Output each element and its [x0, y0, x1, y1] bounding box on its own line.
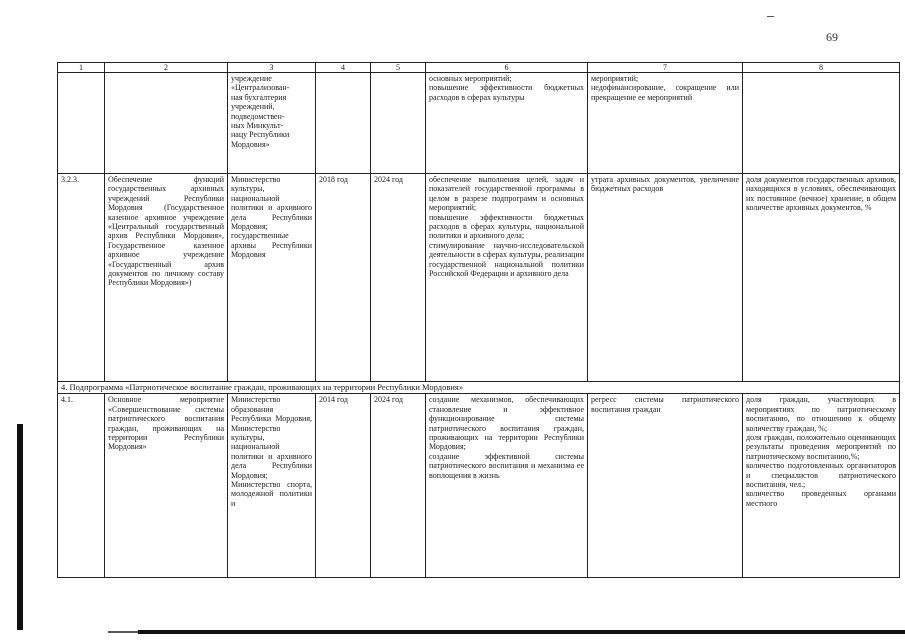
executor-cell: Министерство образования Республики Мордовия, Министерство культуры, национальной политики и архивного дела Республики Мордовия; Министерство спорта, молодежной политики и — [228, 394, 316, 578]
activity-name-cell: Обеспечение функций государственных архивных учреждений Республики Мордовия (Государственное казенное архивное учреждение «Центральный государственный архив Республики Мордовия», Государственное казенное архивное учреждение «Государственный архив документов по личному составу Республики Мордовия») — [105, 174, 228, 382]
scan-edge-left — [17, 424, 23, 630]
column-header: 3 — [228, 63, 316, 73]
start-year-cell: 2014 год — [316, 394, 371, 578]
end-year-cell: 2024 год — [371, 174, 426, 382]
table-row — [58, 174, 900, 382]
scan-edge-bottom — [138, 630, 905, 634]
column-header: 7 — [588, 63, 743, 73]
expected-result-cell: обеспечение выполнения целей, задач и показателей государственной программы в целом в разрезе подпрограмм и основных мероприятий; повышение эффективности бюджетных расходов в сферах культуры, национальной политики и архивного дела; стимулирование научно-исследовательской деятельности в сферах культуры, реализации государственной национальной политики Российской Федерации и архивного дела — [426, 174, 588, 382]
consequences-cell: утрата архивных документов, увеличение бюджетных расходов — [588, 174, 743, 382]
scan-edge-bottom-thin — [108, 631, 138, 633]
indicator-cell — [743, 73, 900, 174]
expected-result-cell: основных мероприятий; повышение эффективности бюджетных расходов в сферах культуры — [426, 73, 588, 174]
consequences-cell: мероприятий; недофинансирование, сокращение или прекращение ее мероприятий — [588, 73, 743, 174]
table-header-row — [58, 63, 900, 73]
column-header: 6 — [426, 63, 588, 73]
section-row — [58, 382, 900, 394]
activity-name-cell: Основное мероприятие «Совершенствование системы патриотического воспитания граждан, проживающих на территории Республики Мордовия» — [105, 394, 228, 578]
indicator-cell: доля документов государственных архивов, находящихся в условиях, обеспечивающих их постоянное (вечное) хранение, в общем количестве архивных документов, % — [743, 174, 900, 382]
end-year-cell — [371, 73, 426, 174]
column-header: 5 — [371, 63, 426, 73]
page-number: 69 — [826, 30, 838, 44]
column-header: 4 — [316, 63, 371, 73]
indicator-cell: доля граждан, участвующих в мероприятиях по патриотическому воспитанию, по отношению к общему количеству граждан, %; доля граждан, положительно оценивающих результаты проведения мероприятий по патриотическому воспитанию,%; количество подготовленных организаторов и специалистов патриотического воспитания, чел.; количество проведенных органами местного — [743, 394, 900, 578]
expected-result-cell: создание механизмов, обеспечивающих становление и эффективное функционирование системы патриотического воспитания граждан, проживающих на территории Республики Мордовия; создание эффективной системы патриотического воспитания и механизма ее воплощения в жизнь — [426, 394, 588, 578]
activity-name-cell — [105, 73, 228, 174]
column-header: 2 — [105, 63, 228, 73]
table-row — [58, 73, 900, 174]
consequences-cell: регресс системы патриотического воспитания граждан — [588, 394, 743, 578]
row-number-cell — [58, 73, 105, 174]
start-year-cell — [316, 73, 371, 174]
column-header: 1 — [58, 63, 105, 73]
start-year-cell: 2018 год — [316, 174, 371, 382]
executor-cell: учреждение «Централизован- ная бухгалтерия учреждений, подведомствен- ных Минкульт- нацу Республики Мордовия» — [228, 73, 316, 174]
top-dash-mark — [767, 16, 774, 17]
end-year-cell: 2024 год — [371, 394, 426, 578]
row-number-cell: 3.2.3. — [58, 174, 105, 382]
table-row — [58, 394, 900, 578]
executor-cell: Министерство культуры, национальной политики и архивного дела Республики Мордовия; государственные архивы Республики Мордовия — [228, 174, 316, 382]
program-table — [57, 62, 900, 578]
subprogram-title: 4. Подпрограмма «Патриотическое воспитание граждан, проживающих на территории Республики Мордовия» — [58, 382, 900, 394]
row-number-cell: 4.1. — [58, 394, 105, 578]
column-header: 8 — [743, 63, 900, 73]
